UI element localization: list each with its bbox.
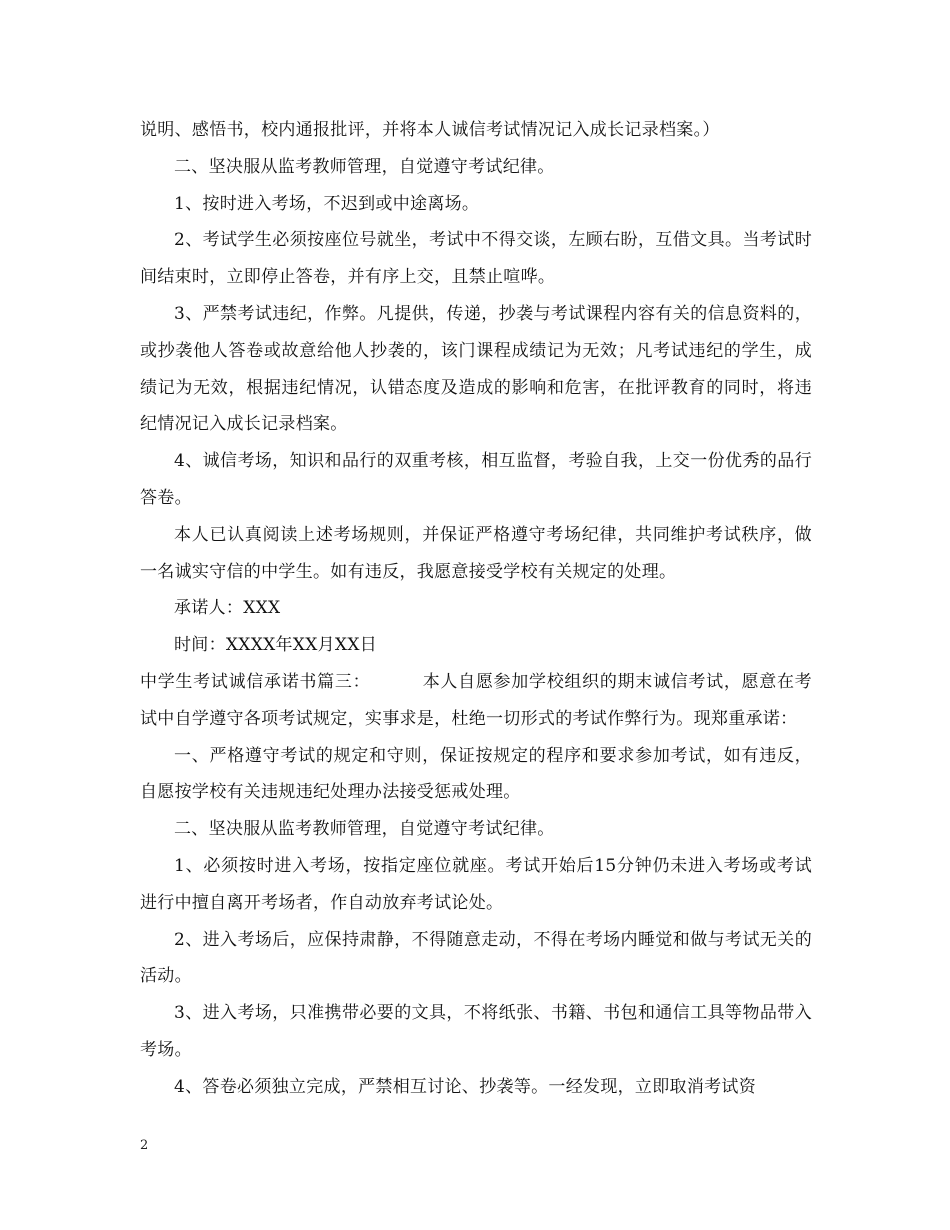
paragraph-4: 2、考试学生必须按座位号就坐，考试中不得交谈，左顾右盼，互借文具。当考试时间结束时，立即停止答卷，并有序上交，且禁止喧哗。 <box>140 230 812 288</box>
signature-line: 承诺人：XXX <box>174 598 281 619</box>
paragraph-6: 4、诚信考场，知识和品行的双重考核，相互监督，考验自我，上交一份优秀的品行答卷。 <box>140 451 812 508</box>
section3-paragraph-4: 2、进入考场后，应保持肃静，不得随意走动，不得在考场内睡觉和做与考试无关的活动。 <box>140 929 812 987</box>
document-body <box>140 112 812 1106</box>
page-number: 2 <box>140 1138 149 1153</box>
date-line: 时间：XXXX年XX月XX日 <box>174 635 378 656</box>
section3-title: 中学生考试诚信承诺书篇三： <box>140 671 371 692</box>
paragraph-1: 说明、感悟书，校内通报批评，并将本人诚信考试情况记入成长记录档案。） <box>140 120 720 140</box>
section3-paragraph-1: 一、严格遵守考试的规定和守则，保证按规定的程序和要求参加考试，如有违反，自愿按学校有关违规违纪处理办法接受惩戒处理。 <box>140 745 812 803</box>
section3-paragraph-6: 4、答卷必须独立完成，严禁相互讨论、抄袭等。一经发现，立即取消考试资 <box>174 1076 757 1097</box>
section3-intro: 本人自愿参加学校组织的期末诚信考试，愿意在考试中自学遵守各项考试规定，实事求是，杜绝一切形式的考试作弊行为。现郑重承诺： <box>140 671 812 729</box>
paragraph-2: 二、坚决服从监考教师管理，自觉遵守考试纪律。 <box>174 156 555 177</box>
section3-heading-paragraph <box>140 664 812 738</box>
section3-paragraph-5: 3、进入考场，只准携带必要的文具，不将纸张、书籍、书包和通信工具等物品带入考场。 <box>140 1003 812 1060</box>
section3-paragraph-3: 1、必须按时进入考场，按指定座位就座。考试开始后15分钟仍未进入考场或考试进行中擅自离开考场者，作自动放弃考试论处。 <box>140 855 812 913</box>
paragraph-5: 3、严禁考试违纪，作弊。凡提供，传递，抄袭与考试课程内容有关的信息资料的，或抄袭他人答卷或故意给他人抄袭的，该门课程成绩记为无效；凡考试违纪的学生，成绩记为无效，根据违纪情况，认错态度及造成的影响和危害，在批评教育的同时，将违纪情况记入成长记录档案。 <box>140 303 812 435</box>
section3-paragraph-2: 二、坚决服从监考教师管理，自觉遵守考试纪律。 <box>174 819 555 840</box>
paragraph-7: 本人已认真阅读上述考场规则，并保证严格遵守考场纪律，共同维护考试秩序，做一名诚实守信的中学生。如有违反，我愿意接受学校有关规定的处理。 <box>140 524 812 582</box>
paragraph-3: 1、按时进入考场，不迟到或中途离场。 <box>174 193 480 214</box>
